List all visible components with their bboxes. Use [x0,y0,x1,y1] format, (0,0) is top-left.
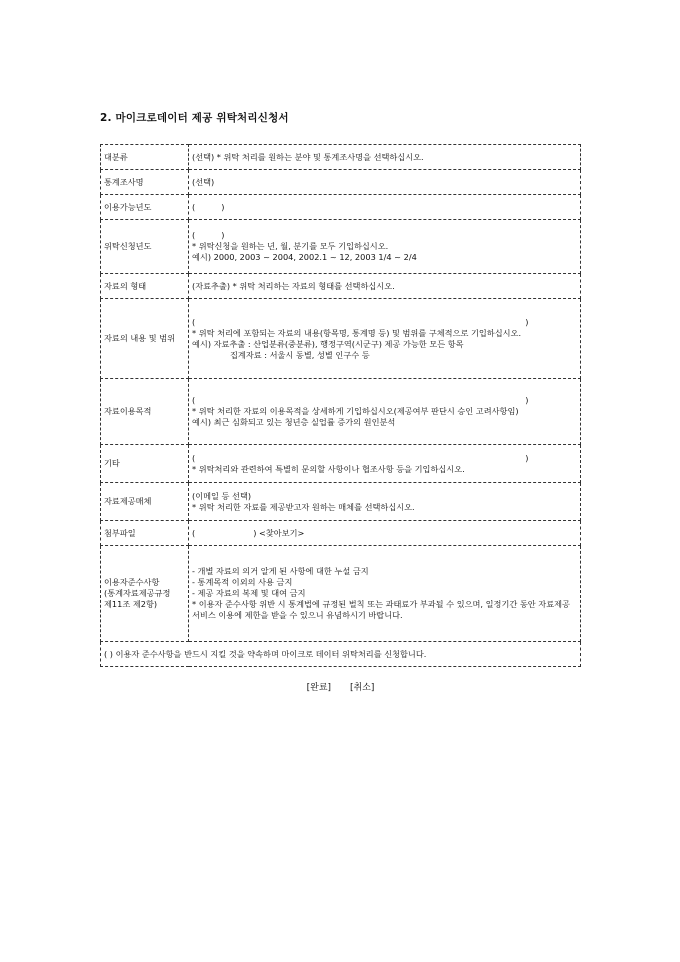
media-cell [189,483,581,521]
label-media: 자료제공매체 [101,483,189,521]
label-form: 자료의 형태 [101,274,189,299]
other-instruction: * 위탁처리와 관련하여 특별히 문의할 사항이나 협조사항 등을 기입하십시오. [192,463,465,474]
content-example-2: 집계자료 : 서울시 동별, 성별 인구수 등 [230,349,370,360]
label-purpose: 자료이용목적 [101,379,189,445]
year-input[interactable]: ( ) [189,195,581,220]
browse-button[interactable]: <찾아보기> [259,527,305,538]
request-year-cell [189,220,581,274]
row-purpose [101,379,581,445]
row-attach [101,521,581,546]
agree-checkbox[interactable]: ( ) 이용자 준수사항을 반드시 지킬 것을 약속하며 마이크로 데이터 위탁처리를 신청합니다. [101,642,581,667]
request-year-instruction: * 위탁신청을 원하는 년, 월, 분기를 모두 기입하십시오. [192,241,389,251]
content-cell [189,299,581,379]
row-survey [101,170,581,195]
purpose-example: 예시) 최근 심화되고 있는 청년층 실업률 증가의 원인분석 [192,417,396,427]
request-year-example: 예시) 2000, 2003 ~ 2004, 2002.1 ~ 12, 2003 1/4 ~ 2/4 [192,252,417,262]
label-survey: 통계조사명 [101,170,189,195]
label-attach: 첨부파일 [101,521,189,546]
attach-input[interactable]: ( ) [192,527,257,538]
attach-cell [189,521,581,546]
row-year [101,195,581,220]
other-cell [189,445,581,483]
label-other: 기타 [101,445,189,483]
label-content: 자료의 내용 및 범위 [101,299,189,379]
row-agree [101,642,581,667]
other-input[interactable]: ( ) [192,452,529,463]
row-content [101,299,581,379]
content-input[interactable]: ( ) [192,316,529,327]
category-select[interactable]: (선택) * 위탁 처리를 원하는 분야 및 통계조사명을 선택하십시오. [189,145,581,170]
survey-select[interactable]: (선택) [189,170,581,195]
row-form [101,274,581,299]
application-form-table [100,144,581,667]
rule-1: - 개별 자료의 의거 알게 된 사항에 대한 누설 금지 [192,566,369,576]
label-rules: 이용자준수사항 (통계자료제공규정 제11조 제2항) [101,546,189,642]
row-category [101,145,581,170]
form-actions [100,680,581,693]
row-media [101,483,581,521]
label-request-year: 위탁신청년도 [101,220,189,274]
media-instruction: * 위탁 처리한 자료를 제공받고자 원하는 매체를 선택하십시오. [192,501,415,512]
rule-2: - 통계목적 이외의 사용 금지 [192,577,293,587]
content-instruction: * 위탁 처리에 포함되는 자료의 내용(항목명, 통계명 등) 및 범위를 구체적으로 기입하십시오. [192,327,522,338]
rule-warning: * 이용자 준수사항 위반 시 통계법에 규정된 벌칙 또는 과태료가 부과될 수 있으며, 일정기간 동안 자료제공 서비스 이용에 제한을 받을 수 있으니 유념하시기 바랍니다. [192,599,570,620]
media-select[interactable]: (이메일 등 선택) [192,490,252,501]
rule-3: - 제공 자료의 복제 및 대여 금지 [192,588,306,598]
cancel-button[interactable]: [취소] [349,683,375,693]
label-year: 이용가능년도 [101,195,189,220]
row-other [101,445,581,483]
label-category: 대분류 [101,145,189,170]
complete-button[interactable]: [완료] [306,683,332,693]
row-request-year [101,220,581,274]
purpose-input[interactable]: ( ) [192,395,529,405]
row-rules [101,546,581,642]
form-title: 2. 마이크로데이터 제공 위탁처리신청서 [100,112,289,124]
purpose-cell [189,379,581,445]
content-example: 예시) 자료추출 : 산업분류(중분류), 행정구역(시군구) 제공 가능한 모든 항목 [192,338,464,349]
request-year-input[interactable]: ( ) [192,230,225,240]
purpose-instruction: * 위탁 처리한 자료의 이용목적을 상세하게 기입하십시오(제공여부 판단시 승인 고려사항임) [192,406,519,416]
form-select[interactable]: (자료추출) * 위탁 처리하는 자료의 형태를 선택하십시오. [189,274,581,299]
rules-cell [189,546,581,642]
